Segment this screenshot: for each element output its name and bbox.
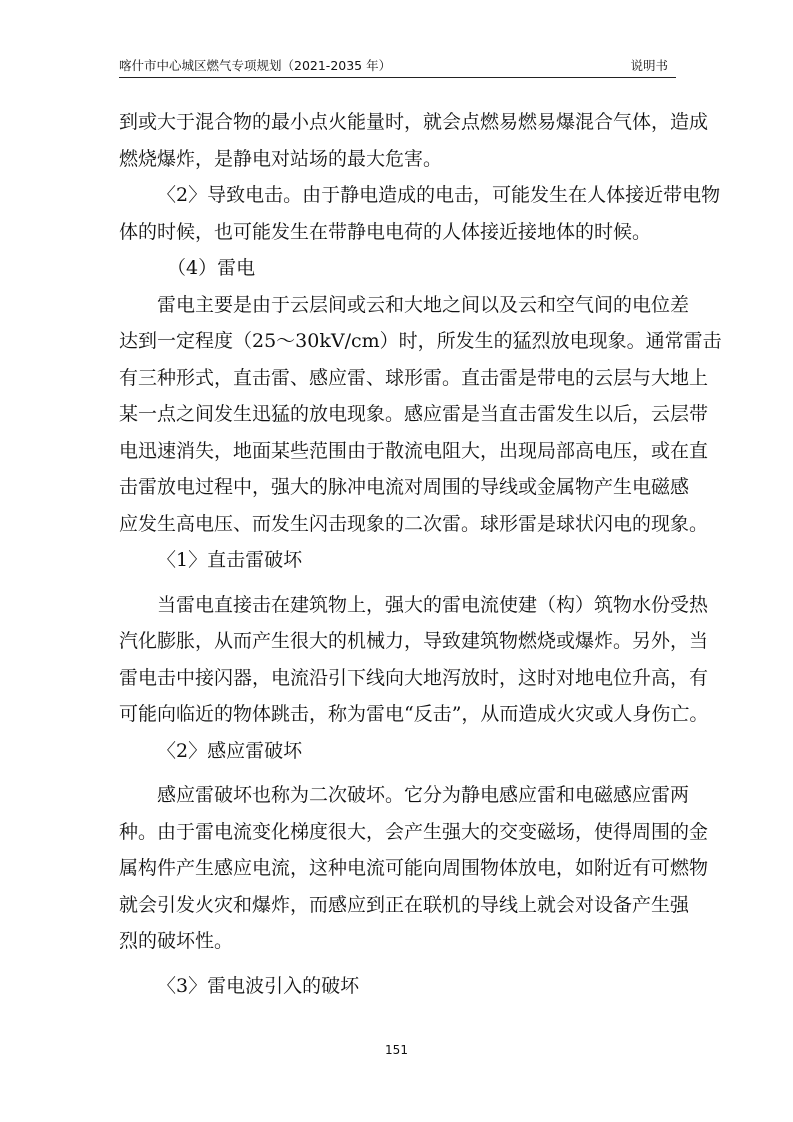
text-line: 击雷放电过程中，强大的脉冲电流对周围的导线或金属物产生电磁感 [119,476,690,498]
document-title: 喀什市中心城区燃气专项规划（2021-2035 年） [119,58,392,73]
section-heading-lightning [119,250,679,287]
text-line: 当雷电直接击在建筑物上，强大的雷电流使建（构）筑物水份受热 [157,593,709,616]
paragraph-direct-strike [119,587,709,733]
heading-text: 〈2〉感应雷破坏 [157,739,303,762]
heading-text: 〈3〉雷电波引入的破坏 [157,974,360,997]
document-type-label: 说明书 [630,58,668,73]
text-line: 〈2〉导致电击。由于静电造成的电击，可能发生在人体接近带电物 [157,184,721,206]
subheading-induced-lightning [119,733,679,770]
paragraph-induced-lightning [119,777,709,960]
text-line: 雷电主要是由于云层间或云和大地之间以及云和空气间的电位差 [157,293,690,316]
paragraph-continuation [119,104,709,177]
text-line: 汽化膨胀，从而产生很大的机械力，导致建筑物燃烧或爆炸。另外，当 [119,630,709,652]
text-line: 燃烧爆炸，是静电对站场的最大危害。 [119,147,443,170]
heading-text: 〈1〉直击雷破坏 [157,549,303,571]
text-line: 体的时候，也可能发生在带静电电荷的人体接近接地体的时候。 [119,220,652,243]
text-line: 种。由于雷电流变化梯度很大，会产生强大的交变磁场，使得周围的金 [119,820,709,843]
body-text [119,104,722,1004]
text-line: 可能向临近的物体跳击，称为雷电“反击”，从而造成火灾或人身伤亡。 [119,703,709,725]
paragraph-electric-shock [119,177,721,250]
text-line: 烈的破坏性。 [119,930,234,952]
text-line: 感应雷破坏也称为二次破坏。它分为静电感应雷和电磁感应雷两 [157,784,690,806]
heading-text: （4）雷电 [167,257,256,279]
text-line: 电迅速消失，地面某些范围由于散流电阻大，出现局部高电压，或在直 [119,439,709,462]
paragraph-lightning-intro [119,287,722,543]
text-line: 某一点之间发生迅猛的放电现象。感应雷是当直击雷发生以后，云层带 [119,403,709,425]
subheading-lightning-wave [119,968,679,1005]
text-line: 达到一定程度（25～30kV/cm）时，所发生的猛烈放电现象。通常雷击 [119,330,722,352]
subheading-direct-strike [119,542,679,579]
text-line: 属构件产生感应电流，这种电流可能向周围物体放电，如附近有可燃物 [119,857,709,879]
text-line: 雷电击中接闪器，电流沿引下线向大地泻放时，这时对地电位升高，有 [119,666,709,689]
text-line: 到或大于混合物的最小点火能量时，就会点燃易燃易爆混合气体，造成 [119,111,709,133]
text-line: 有三种形式，直击雷、感应雷、球形雷。直击雷是带电的云层与大地上 [119,366,709,389]
page-number: 151 [385,1043,408,1057]
page-header [119,50,676,78]
text-line: 应发生高电压、而发生闪击现象的二次雷。球形雷是球状闪电的现象。 [119,512,709,535]
text-line: 就会引发火灾和爆炸，而感应到正在联机的导线上就会对设备产生强 [119,893,690,916]
